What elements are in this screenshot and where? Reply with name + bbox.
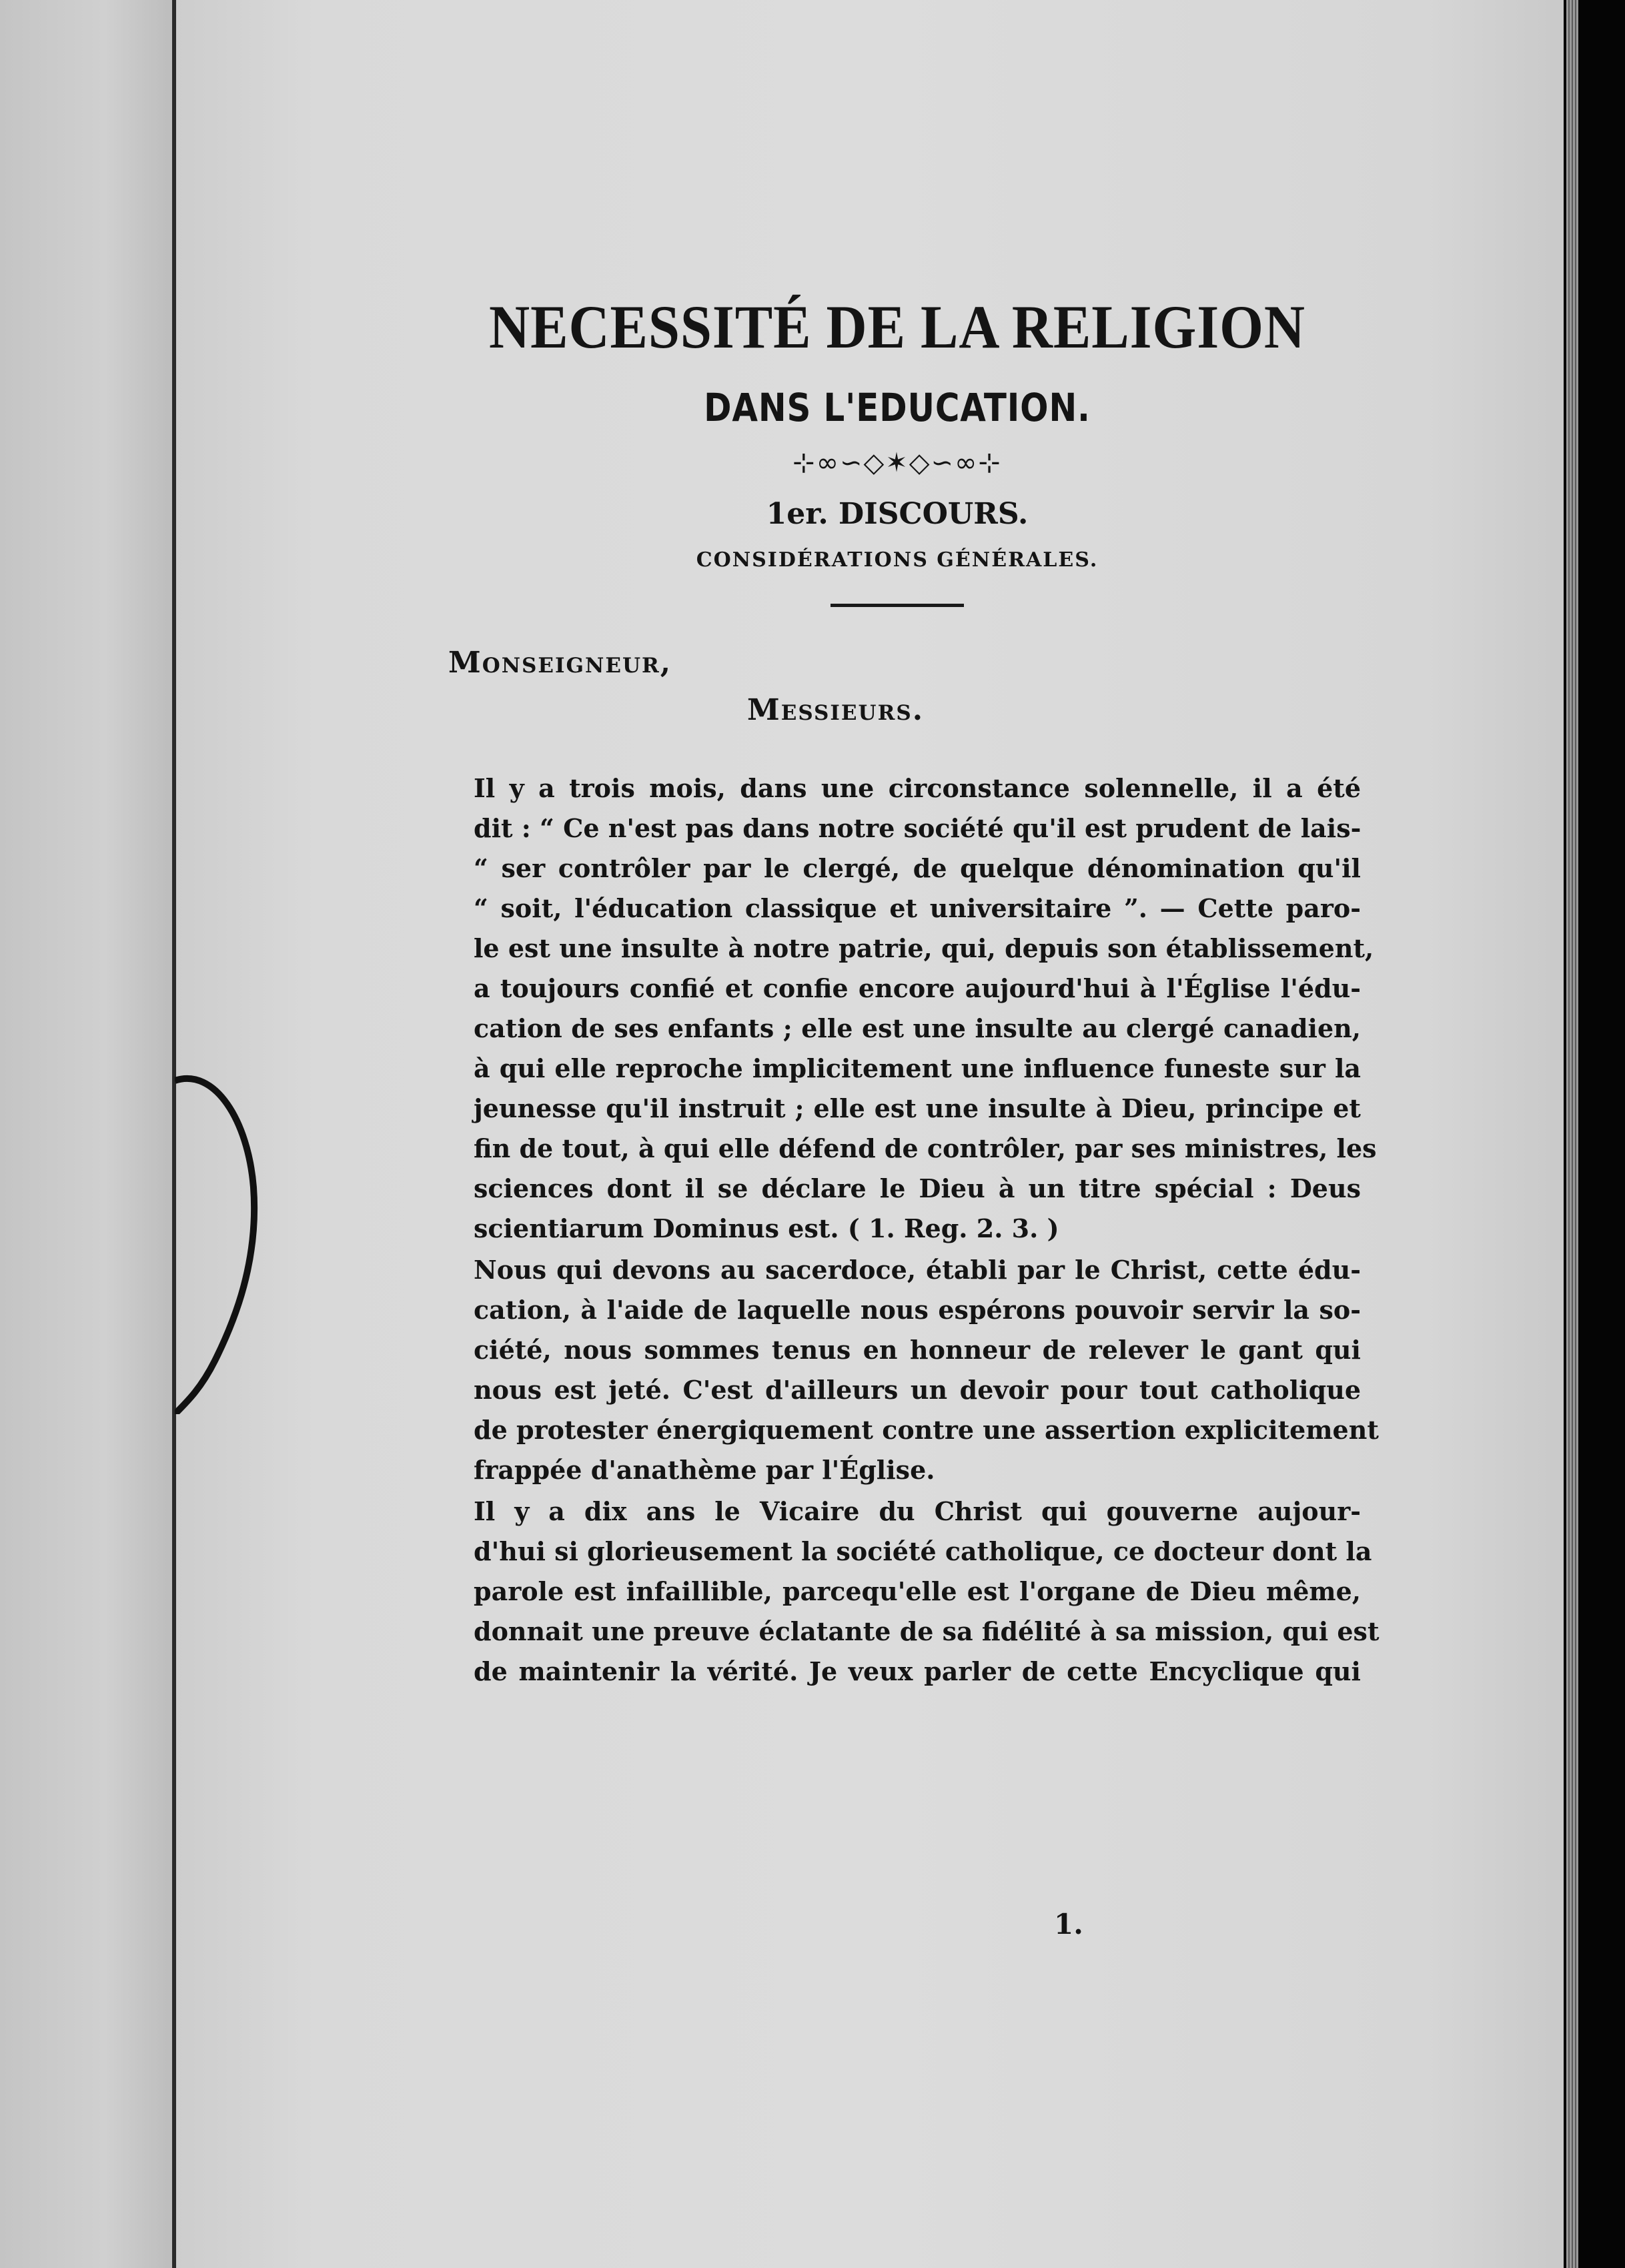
ornament-divider: ⊹∞∽◇✶◇∽∞⊹ <box>792 448 1002 479</box>
salutation-monseigneur: Monseigneur, <box>448 646 672 680</box>
text-line: “ soit, l'éducation classique et universitaire ”. — Cette paro- <box>474 893 1361 924</box>
paragraph <box>434 1250 1379 1490</box>
page-title: NECESSITÉ DE LA RELIGION <box>489 293 1305 361</box>
text-line: Nous qui devons au sacerdoce, établi par le Christ, cette édu- <box>474 1255 1361 1285</box>
document-text <box>434 293 1380 1692</box>
text-line: jeunesse qu'il instruit ; elle est une insulte à Dieu, principe et <box>474 1093 1361 1124</box>
text-line: de maintenir la vérité. Je veux parler de cette Encyclique qui <box>474 1656 1361 1687</box>
discourse-heading: 1er. DISCOURS. <box>766 497 1029 532</box>
text-line: Il y a trois mois, dans une circonstance solennelle, il a été <box>474 773 1361 804</box>
text-line: scientiarum Dominus est. ( 1. Reg. 2. 3. ) <box>474 1213 1059 1244</box>
text-line: ciété, nous sommes tenus en honneur de relever le gant qui <box>474 1335 1361 1365</box>
text-line: frappée d'anathème par l'Église. <box>474 1455 935 1486</box>
text-line: “ ser contrôler par le clergé, de quelque dénomination qu'il <box>474 853 1361 884</box>
text-line: le est une insulte à notre patrie, qui, depuis son établissement, <box>474 933 1374 964</box>
text-line: d'hui si glorieusement la société catholique, ce docteur dont la <box>474 1536 1372 1567</box>
text-line: donnait une preuve éclatante de sa fidélité à sa mission, qui est <box>474 1616 1380 1647</box>
text-line: de protester énergiquement contre une assertion explicitement <box>474 1415 1379 1446</box>
text-line: à qui elle reproche implicitement une influence funeste sur la <box>474 1053 1361 1084</box>
paragraph <box>434 1492 1380 1692</box>
text-line: a toujours confié et confie encore aujourd'hui à l'Église l'édu- <box>474 973 1361 1004</box>
text-line: Il y a dix ans le Vicaire du Christ qui gouverne aujour- <box>474 1496 1361 1527</box>
text-line: cation, à l'aide de laquelle nous espérons pouvoir servir la so- <box>474 1295 1361 1325</box>
page-stack-edge <box>1566 0 1578 2268</box>
text-line: fin de tout, à qui elle défend de contrôler, par ses ministres, les <box>474 1133 1377 1164</box>
salutation-messieurs: Messieurs. <box>747 693 925 728</box>
body-text <box>434 768 1380 1692</box>
page-number: 1. <box>1054 1908 1083 1940</box>
divider-rule <box>831 604 964 607</box>
text-line: cation de ses enfants ; elle est une insulte au clergé canadien, <box>474 1013 1361 1044</box>
text-line: dit : “ Ce n'est pas dans notre société qu'il est prudent de lais- <box>474 813 1362 844</box>
binding-thread <box>175 1041 282 1414</box>
section-heading: CONSIDÉRATIONS GÉNÉRALES. <box>696 548 1099 572</box>
text-line: nous est jeté. C'est d'ailleurs un devoir pour tout catholique <box>474 1375 1361 1405</box>
page-subtitle: DANS L'EDUCATION. <box>704 385 1091 431</box>
paragraph <box>434 768 1377 1249</box>
text-line: sciences dont il se déclare le Dieu à un titre spécial : Deus <box>474 1173 1361 1204</box>
text-line: parole est infaillible, parcequ'elle est l'organe de Dieu même, <box>474 1576 1361 1607</box>
facing-page-edge <box>0 0 175 2268</box>
